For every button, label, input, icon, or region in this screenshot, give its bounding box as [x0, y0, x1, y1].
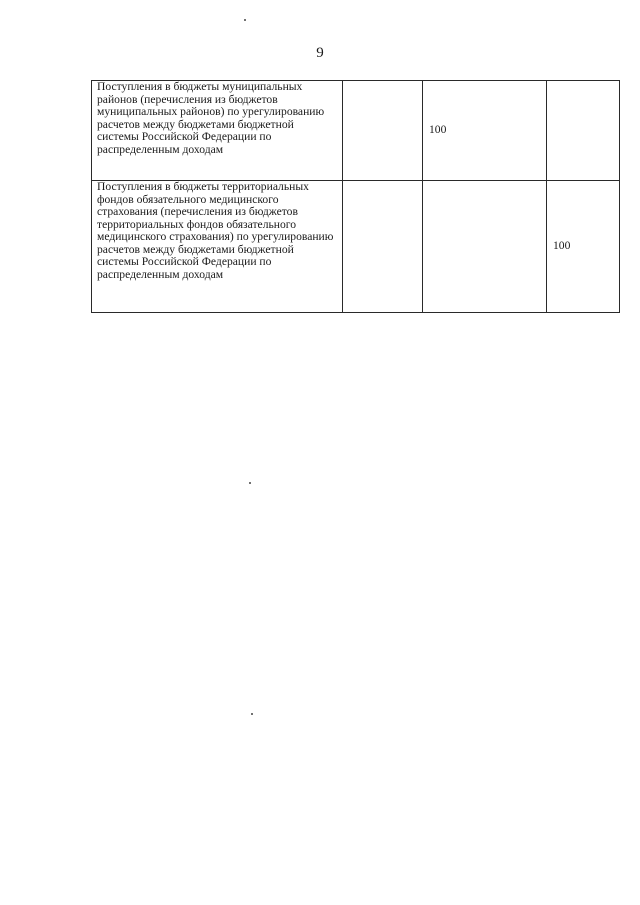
row-cell-4 [547, 81, 620, 181]
row-description: Поступления в бюджеты муниципальных районов (перечисления из бюджетов муниципальных районов) по урегулированию расчетов между бюджетами бюджетной системы Российской Федерации по распределенным доходам [92, 81, 343, 181]
row-cell-3 [423, 181, 547, 313]
scan-speck [244, 19, 246, 21]
row-cell-2 [343, 81, 423, 181]
page-number: 9 [316, 45, 324, 61]
row-cell-3: 100 [423, 81, 547, 181]
row-cell-2 [343, 181, 423, 313]
table-row [92, 181, 620, 313]
row-cell-4: 100 [547, 181, 620, 313]
table-row [92, 81, 620, 181]
row-description: Поступления в бюджеты территориальных фондов обязательного медицинского страхования (перечисления из бюджетов территориальных фондов обязательного медицинского страхования) по урегулированию расчетов между бюджетами бюджетной системы Российской Федерации по распределенным доходам [92, 181, 343, 313]
budget-table [91, 80, 620, 313]
scan-speck [251, 713, 253, 715]
scan-speck [249, 482, 251, 484]
